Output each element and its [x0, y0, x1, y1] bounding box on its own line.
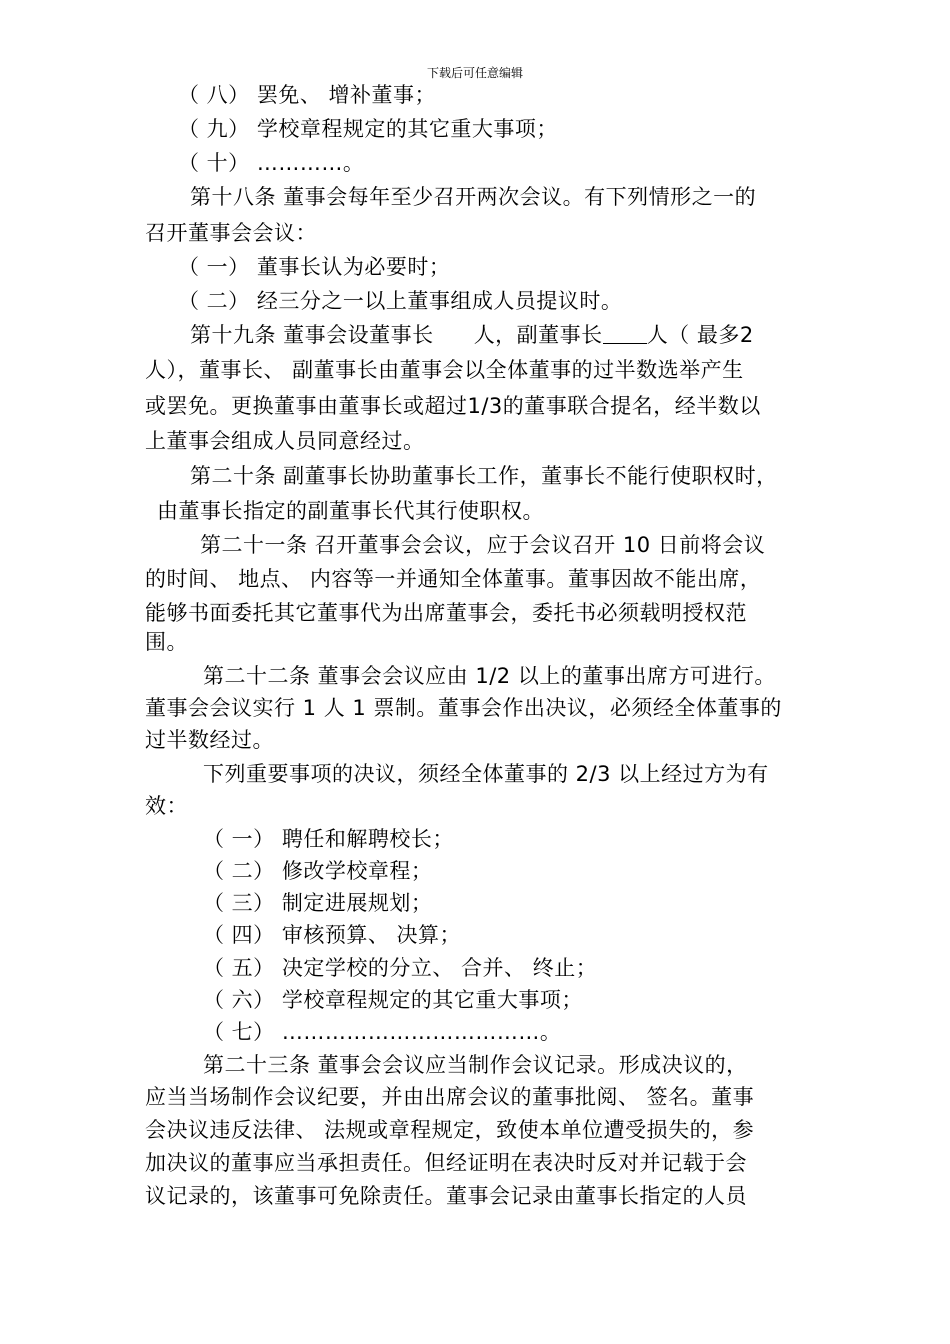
- text-line: 由董事长指定的副董事长代其行使职权。: [157, 499, 544, 523]
- text-line: （ 一） 聘任和解聘校长；: [203, 827, 454, 851]
- text-line: 围。: [145, 630, 188, 654]
- text-line: [190, 320, 754, 350]
- text-line: 或罢免。更换董事由董事长或超过1/3的董事联合提名，经半数以: [145, 394, 761, 418]
- text-line: （ 五） 决定学校的分立、 合并、 终止；: [203, 956, 598, 980]
- text-line: 过半数经过。: [145, 728, 274, 752]
- text-line: 效：: [145, 794, 188, 818]
- text-segment: 人（ 最多2: [646, 323, 754, 347]
- text-line: 下列重要事项的决议，须经全体董事的 2/3 以上经过方为有: [203, 762, 769, 786]
- text-line: （ 六） 学校章程规定的其它重大事项；: [203, 988, 583, 1012]
- page-header-note: 下载后可任意编辑: [426, 66, 523, 80]
- text-line: 第二十二条 董事会会议应由 1/2 以上的董事出席方可进行。: [203, 664, 776, 688]
- text-line: 议记录的，该董事可免除责任。董事会记录由董事长指定的人员: [145, 1184, 747, 1208]
- text-line: 第二十条 副董事长协助董事长工作，董事长不能行使职权时，: [190, 464, 778, 488]
- text-line: （ 二） 修改学校章程；: [203, 859, 433, 883]
- text-line: （ 一） 董事长认为必要时；: [178, 255, 451, 279]
- text-line: 人），董事长、 副董事长由董事会以全体董事的过半数选举产生: [145, 358, 744, 382]
- text-line: 上董事会组成人员同意经过。: [145, 429, 425, 453]
- text-line: 董事会会议实行 1 人 1 票制。董事会作出决议，必须经全体董事的: [145, 696, 782, 720]
- text-line: （ 九） 学校章程规定的其它重大事项；: [178, 117, 558, 141]
- text-line: （ 三） 制定进展规划；: [203, 891, 433, 915]
- text-line: 能够书面委托其它董事代为出席董事会，委托书必须载明授权范: [145, 601, 747, 625]
- text-line: 加决议的董事应当承担责任。但经证明在表决时反对并记载于会: [145, 1151, 747, 1175]
- text-segment: 人，副董事长: [473, 323, 603, 347]
- text-line: （ 二） 经三分之一以上董事组成人员提议时。: [178, 289, 623, 313]
- text-line: 的时间、 地点、 内容等一并通知全体董事。董事因故不能出席，: [145, 567, 762, 591]
- text-line: 应当当场制作会议纪要，并由出席会议的董事批阅、 签名。董事: [145, 1085, 755, 1109]
- text-line: 召开董事会会议：: [145, 221, 317, 245]
- text-line: （ 八） 罢免、 增补董事；: [178, 83, 437, 107]
- fill-in-blank: [603, 323, 647, 344]
- text-line: （ 七） ………………………………。: [203, 1020, 562, 1044]
- text-line: 第二十一条 召开董事会会议，应于会议召开 10 日前将会议: [200, 533, 766, 557]
- text-line: （ 四） 审核预算、 决算；: [203, 923, 462, 947]
- text-segment: 第十九条 董事会设董事长: [190, 323, 434, 347]
- text-line: 会决议违反法律、 法规或章程规定，致使本单位遭受损失的，参: [145, 1118, 755, 1142]
- text-line: 第十八条 董事会每年至少召开两次会议。有下列情形之一的: [190, 185, 757, 209]
- text-line: （ 十） …………。: [178, 151, 365, 175]
- text-line: 第二十三条 董事会会议应当制作会议记录。形成决议的，: [203, 1053, 748, 1077]
